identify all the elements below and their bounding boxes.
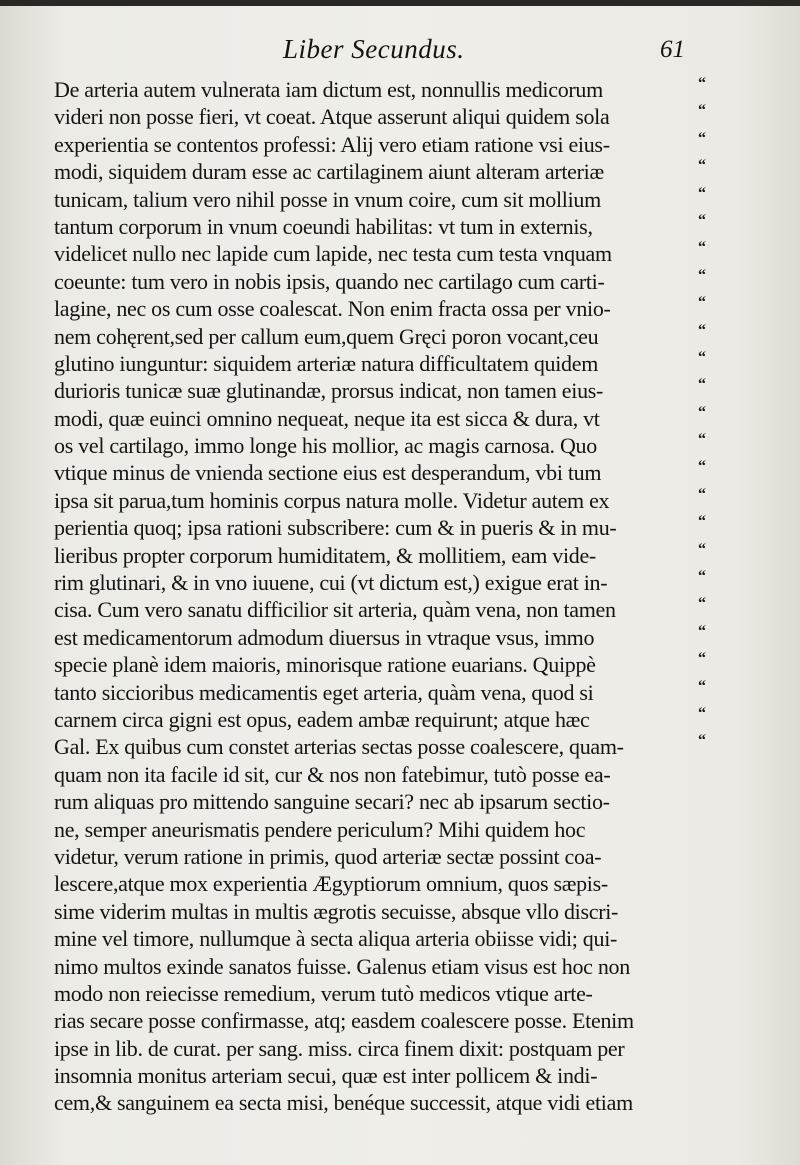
text-line: perientia quoq; ipsa rationi subscribere: cum & in pueris & in mu-	[54, 515, 617, 541]
margin-quote-mark: “	[698, 75, 706, 92]
margin-quote-mark: “	[698, 650, 706, 668]
margin-quote-mark: “	[698, 513, 706, 531]
margin-quote-mark: “	[698, 184, 706, 202]
margin-quote-mark: “	[698, 431, 706, 449]
text-line: coeunte: tum vero in nobis ipsis, quando nec cartilago cum carti-	[54, 268, 605, 294]
marginal-quotation-marks	[698, 70, 738, 755]
text-line: carnem circa gigni est opus, eadem ambæ requirunt; atque hæc	[54, 706, 590, 732]
text-line: videlicet nullo nec lapide cum lapide, nec testa cum testa vnquam	[54, 241, 612, 267]
margin-quote-mark: “	[698, 485, 706, 503]
margin-quote-mark: “	[698, 321, 706, 339]
margin-quote-mark: “	[698, 157, 706, 175]
text-line: videtur, verum ratione in primis, quod arteriæ sectæ possint coa-	[54, 843, 602, 869]
page-number: 61	[660, 36, 685, 63]
running-head: Liber Secundus.	[283, 34, 465, 64]
margin-quote-mark: “	[698, 568, 706, 586]
margin-quote-mark: “	[698, 294, 706, 312]
margin-quote-mark: “	[698, 458, 706, 476]
text-line: Gal. Ex quibus cum constet arterias sectas posse coalescere, quam-	[54, 734, 624, 760]
text-line: experientia se contentos professi: Alij vero etiam ratione vsi eius-	[54, 131, 610, 157]
margin-quote-mark: “	[698, 376, 706, 394]
text-line: durioris tunicæ suæ glutinandæ, prorsus indicat, non tamen eius-	[54, 378, 604, 404]
margin-quote-mark: “	[698, 348, 706, 366]
text-line: rim glutinari, & in vno iuuene, cui (vt dictum est,) exigue erat in-	[54, 570, 608, 596]
text-line: lescere,atque mox experientia Ægyptiorum omnium, quos sæpis-	[54, 871, 608, 897]
margin-quote-mark: “	[698, 239, 706, 257]
text-line: cem,& sanguinem ea secta misi, benéque successit, atque vidi etiam	[54, 1090, 633, 1116]
text-line: sime viderim multas in multis ægrotis secuisse, absque vllo discri-	[54, 898, 619, 924]
text-line: lagine, nec os cum osse coalescat. Non enim fracta ossa per vnio-	[54, 296, 611, 322]
text-line: rias secare posse confirmasse, atq; easdem coalescere posse. Etenim	[54, 1008, 634, 1034]
text-line: mine vel timore, nullumque à secta aliqua arteria obiisse vidi; qui-	[54, 926, 618, 952]
margin-quote-mark: “	[698, 732, 706, 750]
text-line: rum aliquas pro mittendo sanguine secari? nec ab ipsarum sectio-	[54, 789, 610, 815]
margin-quote-mark: “	[698, 129, 706, 147]
margin-quote-mark: “	[698, 211, 706, 229]
text-line: nimo multos exinde sanatos fuisse. Galenus etiam visus est hoc non	[54, 953, 630, 979]
text-line: tanto siccioribus medicamentis eget arteria, quàm vena, quod si	[54, 679, 594, 705]
text-line: De arteria autem vulnerata iam dictum est, nonnullis medicorum	[54, 77, 603, 102]
text-line: specie planè idem maioris, minorisque ratione euarians. Quippè	[54, 652, 596, 678]
text-line: cisa. Cum vero sanatu difficilior sit arteria, quàm vena, non tamen	[54, 597, 616, 623]
text-line: videri non posse fieri, vt coeat. Atque asserunt aliqui quidem sola	[54, 104, 610, 130]
text-line: tantum corporum in vnum coeundi habilitas: vt tum in externis,	[54, 213, 593, 239]
text-line: vtique minus de vnienda sectione eius est desperandum, vbi tum	[54, 460, 602, 486]
text-line: ipsa sit parua,tum hominis corpus natura molle. Videtur autem ex	[54, 487, 610, 513]
text-line: lieribus propter corporum humiditatem, & mollitiem, eam vide-	[54, 542, 596, 568]
page-header	[0, 34, 800, 74]
margin-quote-mark: “	[698, 622, 706, 640]
text-line: ne, semper aneurismatis pendere periculum? Mihi quidem hoc	[54, 816, 586, 842]
text-line: insomnia monitus arteriam secui, quæ est inter pollicem & indi-	[54, 1063, 598, 1089]
text-line: modi, siquidem duram esse ac cartilaginem aiunt alteram arteriæ	[54, 159, 604, 185]
margin-quote-mark: “	[698, 704, 706, 722]
text-line: nem cohęrent,sed per callum eum,quem Gręci poron vocant,ceu	[54, 323, 599, 349]
margin-quote-mark: “	[698, 403, 706, 421]
margin-quote-mark: “	[698, 677, 706, 695]
text-line: est medicamentorum admodum diuersus in vtraque vsus, immo	[54, 624, 595, 650]
text-line: modi, quæ euinci omnino nequeat, neque ita est sicca & dura, vt	[54, 405, 600, 431]
text-line: os vel cartilago, immo longe his mollior, ac magis carnosa. Quo	[54, 433, 597, 459]
text-line: modo non reiecisse remedium, verum tutò medicos vtique arte-	[54, 980, 593, 1006]
text-line: tunicam, talium vero nihil posse in vnum coire, cum sit mollium	[54, 186, 601, 212]
margin-quote-mark: “	[698, 266, 706, 284]
margin-quote-mark: “	[698, 540, 706, 558]
text-line: ipse in lib. de curat. per sang. miss. circa finem dixit: postquam per	[54, 1035, 625, 1061]
text-line: quam non ita facile id sit, cur & nos non fatebimur, tutò posse ea-	[54, 761, 611, 787]
body-text	[54, 76, 714, 1117]
margin-quote-mark: “	[698, 102, 706, 120]
margin-quote-mark: “	[698, 595, 706, 613]
text-line: glutino iunguntur: siquidem arteriæ natura difficultatem quidem	[54, 350, 599, 376]
